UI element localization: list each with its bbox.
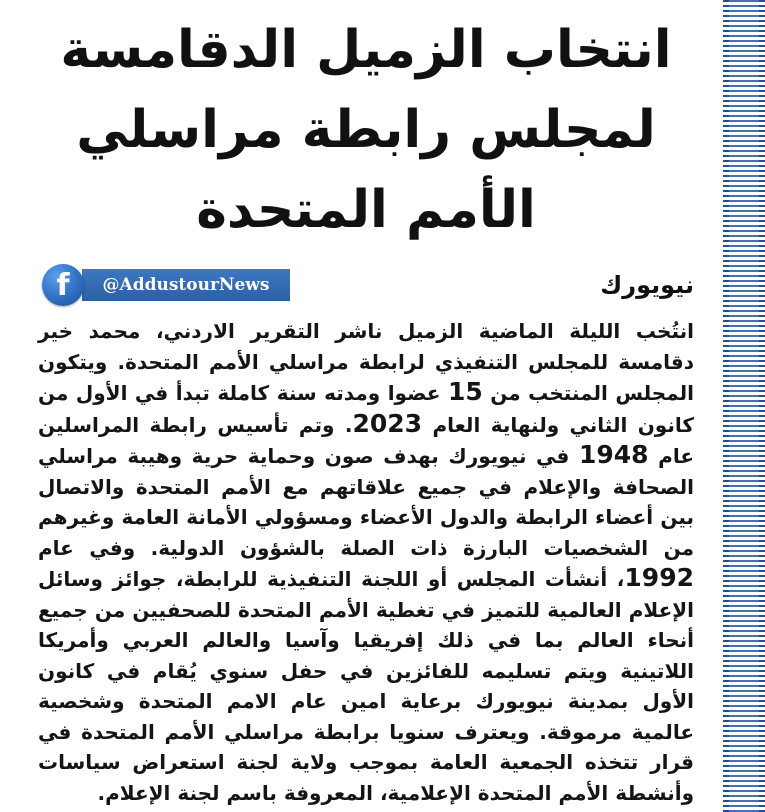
decorative-side-stripe	[723, 0, 765, 812]
article-body	[38, 316, 694, 808]
decorative-side-stripe-inner	[729, 0, 759, 812]
social-handle: @AddustourNews	[102, 275, 270, 295]
body-text-segment: في نيويورك بهدف صون وحماية حرية وهيبة مراسلي الصحافة والإعلام في جميع علاقاتهم مع الأمم المتحدة والاتصال بين أعضاء الرابطة والدول الأعضاء ومسؤولي الأمانة العامة وغيرهم من الشخصيات البارزة ذات الصلة بالشؤون الدولية. وفي عام	[38, 444, 694, 560]
year-1992: 1992	[624, 563, 694, 592]
body-text-segment: انتُخب الليلة الماضية الزميل ناشر التقرير الاردني، محمد خير دقامسة للمجلس التنفيذي لرابطة مراسلي الأمم المتحدة. ويتكون المجلس المنتخب من	[38, 319, 694, 405]
facebook-handle-badge	[42, 264, 292, 306]
dateline: نيويورك	[600, 271, 694, 299]
facebook-icon-glyph: f	[56, 268, 70, 303]
social-handle-bar	[82, 269, 290, 301]
article	[38, 10, 694, 808]
body-text-segment: عضوا ومدته سنة كاملة تبدأ في الأول من كانون الثاني ولنهاية العام	[38, 381, 694, 437]
year-1948: 1948	[578, 440, 649, 469]
member-count: 15	[447, 377, 483, 406]
facebook-icon	[42, 264, 84, 306]
body-text-segment: . وتم تأسيس رابطة المراسلين عام	[38, 412, 694, 468]
year-2023: 2023	[352, 408, 423, 438]
article-headline: انتخاب الزميل الدقامسة لمجلس رابطة مراسلي الأمم المتحدة	[60, 20, 672, 240]
byline-row	[38, 264, 694, 310]
body-text-segment: ، أنشأت المجلس أو اللجنة التنفيذية للرابطة، جوائز وسائل الإعلام العالمية للتميز في تغطية الأمم المتحدة للصحفيين من جميع أنحاء العالم بما في ذلك إفريقيا وآسيا والعالم العربي وأمريكا اللاتينية ويتم تسليمه للفائزين في حفل سنوي يُقام في كانون الأول بمدينة نيويورك برعاية امين عام الامم المتحدة وشخصية عالمية مرموقة. ويعترف سنويا برابطة مراسلي الأمم المتحدة في قرار تتخذه الجمعية العامة بموجب ولاية لجنة استعراض سياسات وأنشطة الأمم المتحدة الإعلامية، المعروفة باسم لجنة الإعلام.	[38, 567, 694, 805]
